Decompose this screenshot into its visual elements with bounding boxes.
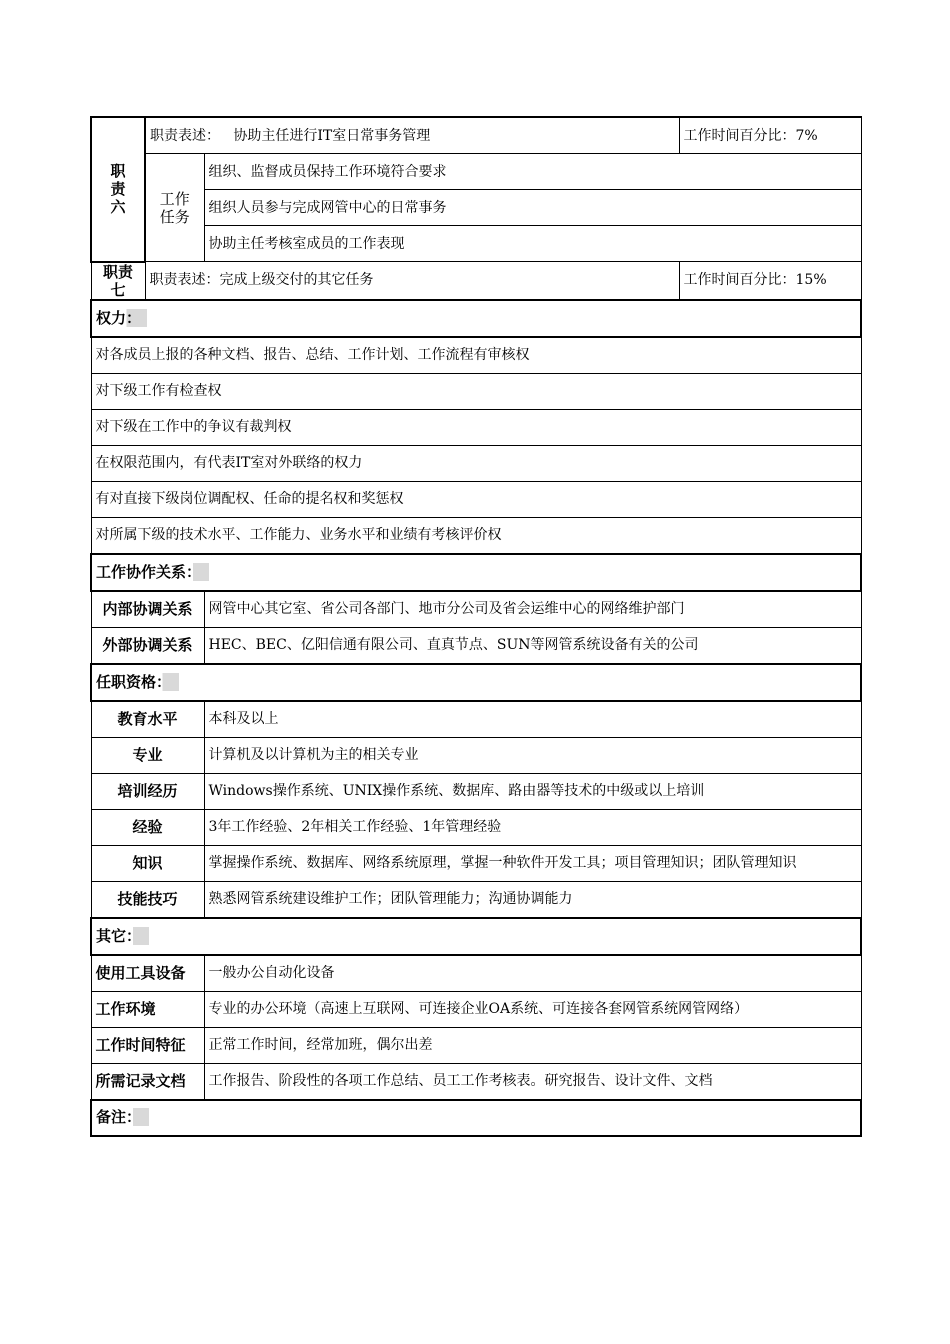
job-description-table [90, 116, 862, 1137]
duty7-percent: 工作时间百分比：15% [679, 262, 861, 300]
qualifications-section-header [91, 664, 861, 701]
qualification-value: 计算机及以计算机为主的相关专业 [204, 737, 861, 773]
job-description-page [90, 116, 860, 1137]
others-label: 所需记录文档 [91, 1063, 204, 1100]
others-value: 正常工作时间，经常加班，偶尔出差 [204, 1027, 861, 1063]
notes-section-header [91, 1100, 861, 1136]
duty6-desc-label: 职责表述： [150, 127, 220, 144]
authority-item: 对下级工作有检查权 [91, 373, 861, 409]
duty6-task-2: 组织人员参与完成网管中心的日常事务 [204, 190, 861, 226]
others-title: 其它： [96, 927, 149, 945]
authority-item: 在权限范围内，有代表IT室对外联络的权力 [91, 445, 861, 481]
qualification-value: 熟悉网管系统建设维护工作；团队管理能力；沟通协调能力 [204, 881, 861, 918]
qualification-value: 3年工作经验、2年相关工作经验、1年管理经验 [204, 809, 861, 845]
duty7-title: 职责 七 [91, 262, 145, 300]
duty6-description [145, 117, 679, 154]
authority-title: 权力： [96, 309, 147, 327]
qualification-label: 经验 [91, 809, 204, 845]
qualification-label: 教育水平 [91, 701, 204, 738]
qualification-value: Windows操作系统、UNIX操作系统、数据库、路由器等技术的中级或以上培训 [204, 773, 861, 809]
duty6-task-1: 组织、监督成员保持工作环境符合要求 [204, 154, 861, 190]
others-label: 工作时间特征 [91, 1027, 204, 1063]
others-value: 专业的办公环境（高速上互联网、可连接企业OA系统、可连接各套网管系统网管网络） [204, 991, 861, 1027]
others-label: 工作环境 [91, 991, 204, 1027]
qualification-label: 专业 [91, 737, 204, 773]
duty6-title: 职 责 六 [91, 117, 145, 262]
authority-item: 对下级在工作中的争议有裁判权 [91, 409, 861, 445]
duty6-task-3: 协助主任考核室成员的工作表现 [204, 226, 861, 262]
authority-item: 对各成员上报的各种文档、报告、总结、工作计划、工作流程有审核权 [91, 337, 861, 374]
others-label: 使用工具设备 [91, 955, 204, 992]
authority-section-header [91, 300, 861, 337]
others-value: 工作报告、阶段性的各项工作总结、员工工作考核表。研究报告、设计文件、文档 [204, 1063, 861, 1100]
relations-title: 工作协作关系： [96, 563, 209, 581]
others-section-header [91, 918, 861, 955]
qualification-value: 本科及以上 [204, 701, 861, 738]
qualification-value: 掌握操作系统、数据库、网络系统原理，掌握一种软件开发工具；项目管理知识；团队管理知识 [204, 845, 861, 881]
duty7-description: 职责表述：完成上级交付的其它任务 [145, 262, 679, 300]
qualifications-title: 任职资格： [96, 673, 179, 691]
authority-item: 对所属下级的技术水平、工作能力、业务水平和业绩有考核评价权 [91, 517, 861, 554]
relations-external-label: 外部协调关系 [91, 627, 204, 664]
authority-item: 有对直接下级岗位调配权、任命的提名权和奖惩权 [91, 481, 861, 517]
others-value: 一般办公自动化设备 [204, 955, 861, 992]
relations-internal-value: 网管中心其它室、省公司各部门、地市分公司及省会运维中心的网络维护部门 [204, 591, 861, 628]
duty6-percent: 工作时间百分比：7% [679, 117, 861, 154]
relations-external-value: HEC、BEC、亿阳信通有限公司、直真节点、SUN等网管系统设备有关的公司 [204, 627, 861, 664]
relations-section-header [91, 554, 861, 591]
qualification-label: 技能技巧 [91, 881, 204, 918]
qualification-label: 培训经历 [91, 773, 204, 809]
relations-internal-label: 内部协调关系 [91, 591, 204, 628]
duty6-tasks-label: 工作 任务 [145, 154, 204, 262]
duty6-desc-text: 协助主任进行IT室日常事务管理 [233, 127, 431, 144]
notes-title: 备注： [96, 1108, 149, 1126]
qualification-label: 知识 [91, 845, 204, 881]
